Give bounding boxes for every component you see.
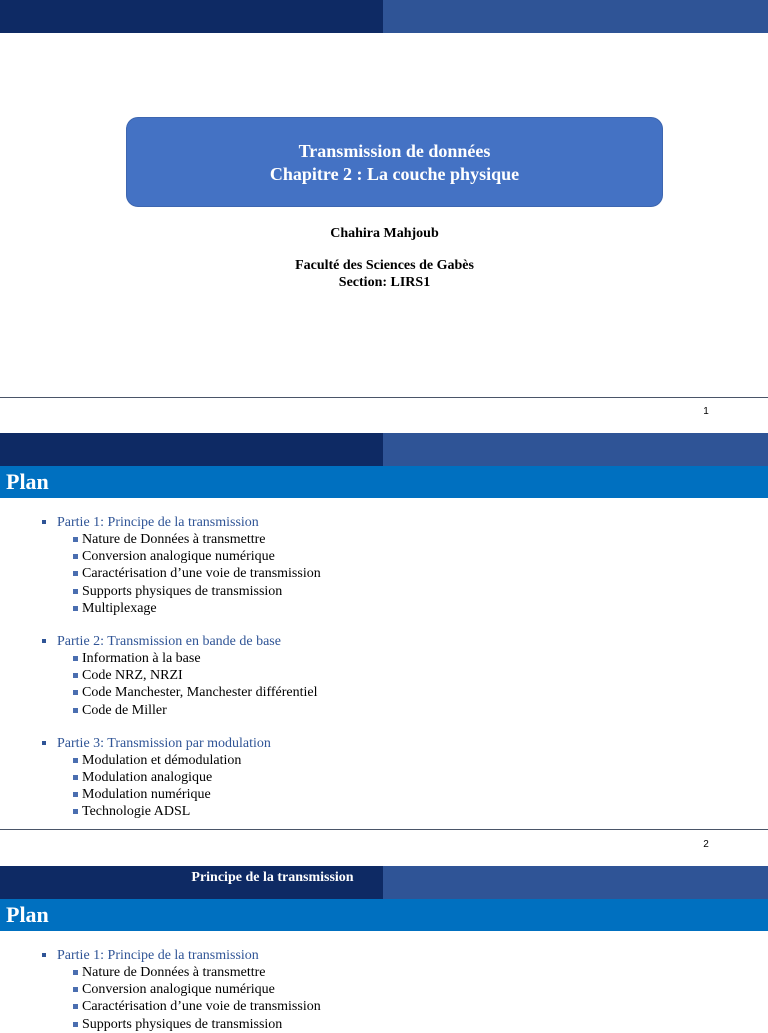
plan-item: Code Manchester, Manchester différentiel (42, 684, 321, 701)
plan-item: Information à la base (42, 650, 321, 667)
plan-item: Technologie ADSL (42, 803, 321, 820)
square-bullet-icon (73, 708, 78, 713)
plan-part: Partie 1: Principe de la transmission (42, 514, 321, 531)
slide-top-bar (0, 866, 768, 899)
footer-divider (0, 397, 768, 398)
square-bullet-icon (73, 537, 78, 542)
square-bullet-icon (42, 639, 46, 643)
title-box (126, 117, 663, 207)
plan-item: Nature de Données à transmettre (42, 531, 321, 548)
square-bullet-icon (73, 589, 78, 594)
square-bullet-icon (73, 1022, 78, 1027)
plan-part: Partie 3: Transmission par modulation (42, 735, 321, 752)
slide-top-bar (0, 0, 768, 33)
square-bullet-icon (73, 775, 78, 780)
slide-top-bar (0, 433, 768, 466)
square-bullet-icon (73, 809, 78, 814)
square-bullet-icon (73, 571, 78, 576)
section-name: Section: LIRS1 (338, 275, 431, 290)
title-line-2: Chapitre 2 : La couche physique (269, 164, 520, 184)
author-name: Chahira Mahjoub (330, 226, 439, 241)
plan-part: Partie 1: Principe de la transmission (42, 947, 321, 964)
square-bullet-icon (73, 673, 78, 678)
square-bullet-icon (73, 758, 78, 763)
plan-item: Code de Miller (42, 702, 321, 719)
square-bullet-icon (42, 520, 46, 524)
square-bullet-icon (73, 970, 78, 975)
square-bullet-icon (73, 606, 78, 611)
page-number: 1 (703, 406, 709, 417)
faculty-name: Faculté des Sciences de Gabès (295, 258, 474, 273)
plan-heading: Plan (0, 466, 768, 498)
plan-item: Modulation analogique (42, 769, 321, 786)
square-bullet-icon (73, 554, 78, 559)
slide-3 (0, 866, 768, 1032)
section-label: Principe de la transmission (191, 870, 354, 885)
square-bullet-icon (42, 953, 46, 957)
plan-item: Supports physiques de transmission (42, 1016, 321, 1033)
plan-item: Modulation et démodulation (42, 752, 321, 769)
square-bullet-icon (73, 1004, 78, 1009)
square-bullet-icon (73, 656, 78, 661)
plan-part: Partie 2: Transmission en bande de base (42, 633, 321, 650)
title-line-1: Transmission de données (298, 141, 491, 161)
slide-1 (0, 0, 768, 433)
plan-heading: Plan (0, 899, 768, 931)
plan-outline (42, 947, 321, 1033)
plan-outline (42, 514, 321, 821)
plan-item: Conversion analogique numérique (42, 548, 321, 565)
plan-item: Code NRZ, NRZI (42, 667, 321, 684)
plan-item: Modulation numérique (42, 786, 321, 803)
plan-item: Nature de Données à transmettre (42, 964, 321, 981)
plan-item: Supports physiques de transmission (42, 583, 321, 600)
plan-item: Multiplexage (42, 600, 321, 617)
square-bullet-icon (73, 792, 78, 797)
plan-item: Caractérisation d’une voie de transmission (42, 998, 321, 1015)
slide-2 (0, 433, 768, 866)
footer-divider (0, 829, 768, 830)
plan-item: Caractérisation d’une voie de transmission (42, 565, 321, 582)
square-bullet-icon (42, 741, 46, 745)
plan-item: Conversion analogique numérique (42, 981, 321, 998)
page-number: 2 (703, 839, 709, 850)
square-bullet-icon (73, 690, 78, 695)
square-bullet-icon (73, 987, 78, 992)
